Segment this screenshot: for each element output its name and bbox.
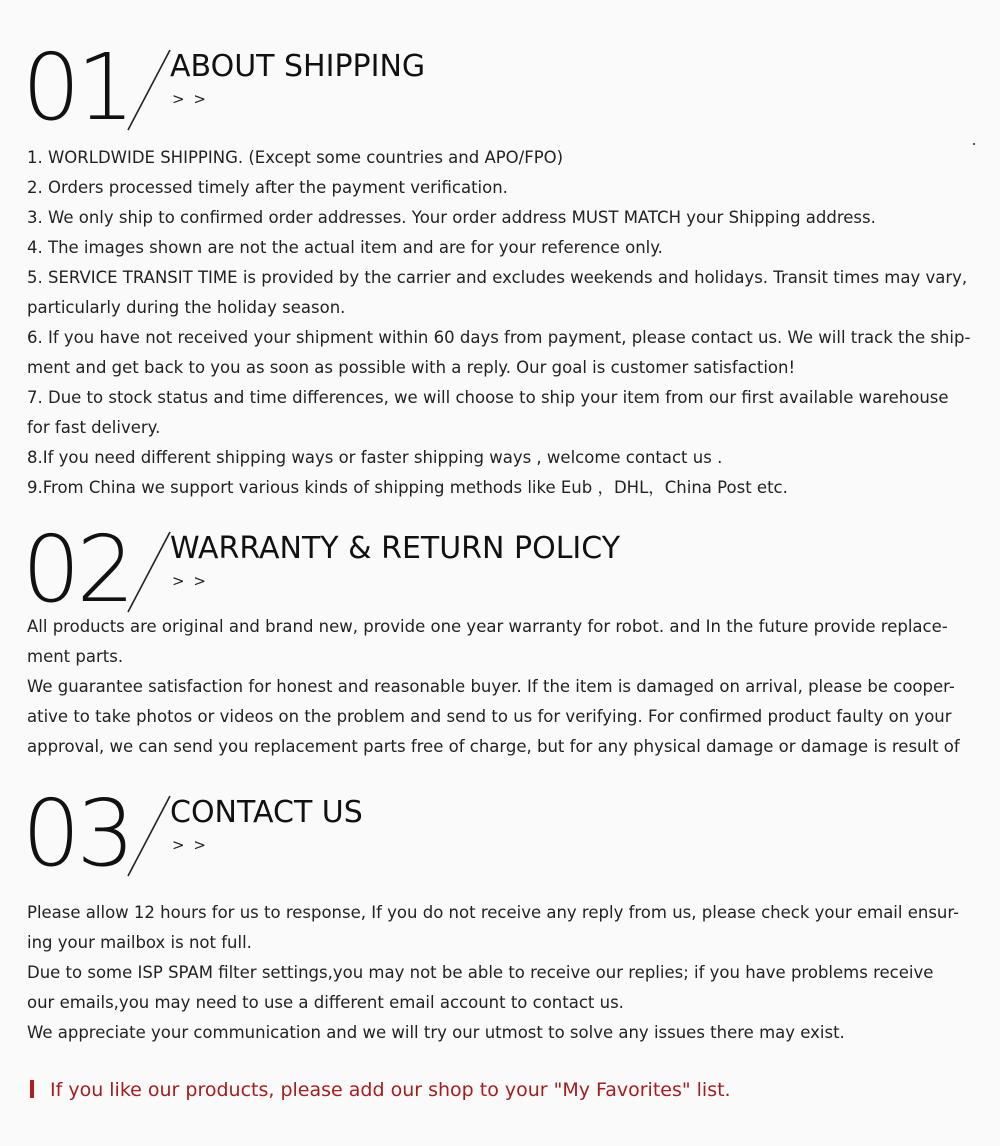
body-line: approval, we can send you replacement parts free of charge, but for any physical damage or damage is result of: [27, 737, 960, 756]
body-line: All products are original and brand new, provide one year warranty for robot. and In the future provide replace-: [27, 617, 948, 636]
body-line: particularly during the holiday season.: [27, 298, 346, 317]
stray-dot: [973, 143, 975, 145]
body-line: 2. Orders processed timely after the payment verification.: [27, 178, 508, 197]
body-line: Please allow 12 hours for us to response, If you do not receive any reply from us, please check your email ensur-: [27, 903, 960, 922]
body-line: 7. Due to stock status and time differences, we will choose to ship your item from our first available warehouse: [27, 388, 949, 407]
section-contact-us: [0, 780, 1000, 1042]
favorites-note: [30, 1074, 731, 1106]
body-line: 8.If you need different shipping ways or faster shipping ways , welcome contact us .: [27, 448, 723, 467]
double-chevron-icon: > >: [172, 572, 208, 590]
body-line: Due to some ISP SPAM filter settings,you may not be able to receive our replies; if you have problems receive: [27, 963, 934, 982]
section-body: [27, 898, 972, 1048]
body-line: ment and get back to you as soon as possible with a reply. Our goal is customer satisfaction!: [27, 358, 796, 377]
favorites-text: If you like our products, please add our shop to your "My Favorites" list.: [50, 1079, 731, 1101]
section-about-shipping: [0, 34, 1000, 497]
slash-divider-icon: [122, 794, 174, 878]
body-line: ment parts.: [27, 647, 124, 666]
section-title: ABOUT SHIPPING: [170, 49, 426, 84]
double-chevron-icon: > >: [172, 836, 208, 854]
section-body: [27, 143, 972, 503]
body-line: for fast delivery.: [27, 418, 161, 437]
body-line: 5. SERVICE TRANSIT TIME is provided by the carrier and excludes weekends and holidays. Transit times may vary,: [27, 268, 968, 287]
section-title: CONTACT US: [170, 795, 363, 830]
body-line: We guarantee satisfaction for honest and reasonable buyer. If the item is damaged on arrival, please be cooper-: [27, 677, 955, 696]
slash-divider-icon: [122, 530, 174, 614]
accent-bar-icon: [30, 1080, 34, 1098]
slash-divider-icon: [122, 48, 174, 132]
section-number: 03: [22, 780, 132, 887]
section-number: 01: [22, 34, 132, 141]
body-line: We appreciate your communication and we will try our utmost to solve any issues there may exist.: [27, 1023, 845, 1042]
body-line: ative to take photos or videos on the problem and send to us for verifying. For confirmed product faulty on your: [27, 707, 952, 726]
body-line: our emails,you may need to use a different email account to contact us.: [27, 993, 624, 1012]
body-line: 6. If you have not received your shipment within 60 days from payment, please contact us. We will track the ship-: [27, 328, 971, 347]
section-header: [0, 780, 1000, 888]
section-body: [27, 612, 972, 762]
body-line: 1. WORLDWIDE SHIPPING. (Except some countries and APO/FPO): [27, 148, 564, 167]
section-number: 02: [22, 516, 132, 623]
body-line: ing your mailbox is not full.: [27, 933, 252, 952]
body-line: 4. The images shown are not the actual item and are for your reference only.: [27, 238, 663, 257]
section-header: [0, 34, 1000, 142]
body-line: 9.From China we support various kinds of shipping methods like Eub ，DHL，China Post etc.: [27, 478, 788, 497]
body-line: 3. We only ship to confirmed order addresses. Your order address MUST MATCH your Shipping address.: [27, 208, 876, 227]
section-title: WARRANTY & RETURN POLICY: [170, 531, 621, 566]
section-warranty-return-policy: [0, 516, 1000, 756]
double-chevron-icon: > >: [172, 90, 208, 108]
section-header: [0, 516, 1000, 624]
